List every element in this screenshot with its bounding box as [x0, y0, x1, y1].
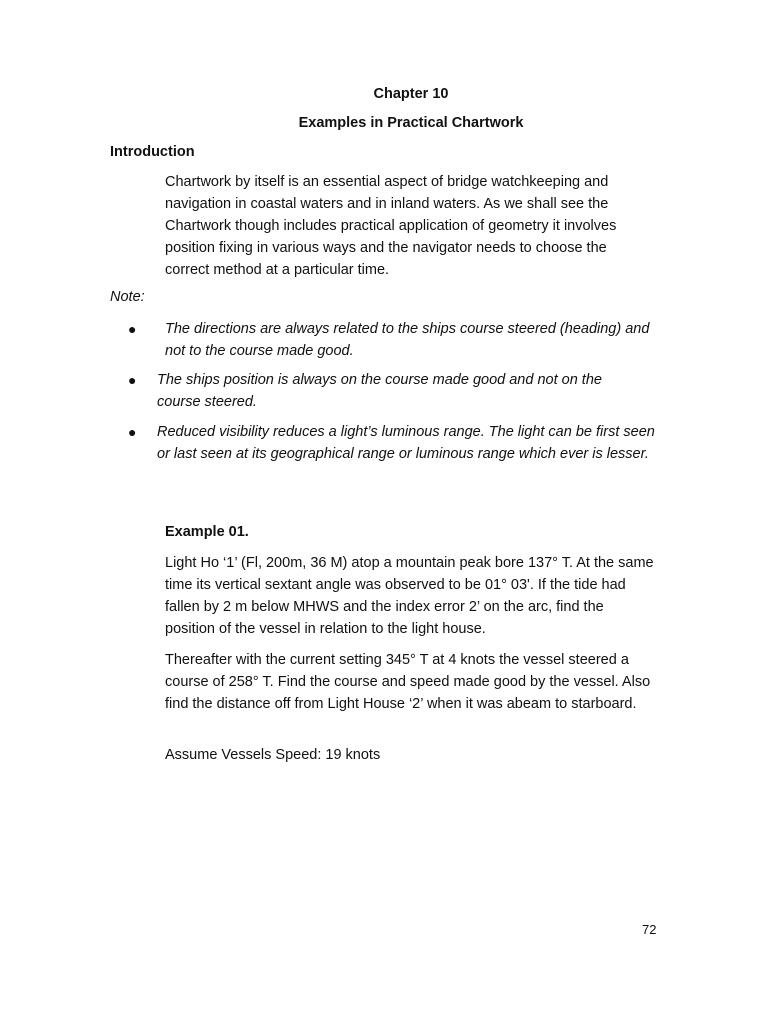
chapter-title: Chapter 10 — [373, 86, 449, 102]
page-number: 72 — [642, 922, 657, 937]
introduction-paragraph: Chartwork by itself is an essential aspect of bridge watchkeeping and navigation in coastal waters and in inland waters. As we shall see the Chartwork though includes practical application of geometry it involves position fixing in various ways and the navigator needs to choose the correct method at a particular time. — [165, 174, 617, 278]
chapter-subtitle: Examples in Practical Chartwork — [298, 115, 524, 131]
bullet-dot-icon: ● — [128, 321, 137, 337]
example-paragraph: Thereafter with the current setting 345° T at 4 knots the vessel steered a course of 258° T. Find the course and speed made good by the vessel. Also find the distance off from Light House ‘2’ when it was abeam to starboard. — [165, 652, 651, 712]
bullet-dot-icon: ● — [128, 372, 137, 388]
note-bullet-text: Reduced visibility reduces a light’s luminous range. The light can be first seen or last seen at its geographical range or luminous range which ever is lesser. — [157, 424, 655, 462]
bullet-dot-icon: ● — [128, 424, 137, 440]
note-label: Note: — [110, 289, 145, 305]
note-bullet-text: The directions are always related to the ships course steered (heading) and not to the course made good. — [165, 321, 650, 359]
note-bullet-text — [157, 369, 637, 413]
example-paragraph: Assume Vessels Speed: 19 knots — [165, 747, 381, 763]
note-bullet-text-inner: The ships position is always on the course made good and not on the course steered. — [157, 372, 602, 410]
example-paragraph: Light Ho ‘1’ (Fl, 200m, 36 M) atop a mountain peak bore 137° T. At the same time its vertical sextant angle was observed to be 01° 03'. If the tide had fallen by 2 m below MHWS and the index error 2’ on the arc, find the position of the vessel in relation to the light house. — [165, 555, 654, 637]
example-heading: Example 01. — [165, 524, 249, 540]
introduction-heading: Introduction — [110, 144, 195, 160]
